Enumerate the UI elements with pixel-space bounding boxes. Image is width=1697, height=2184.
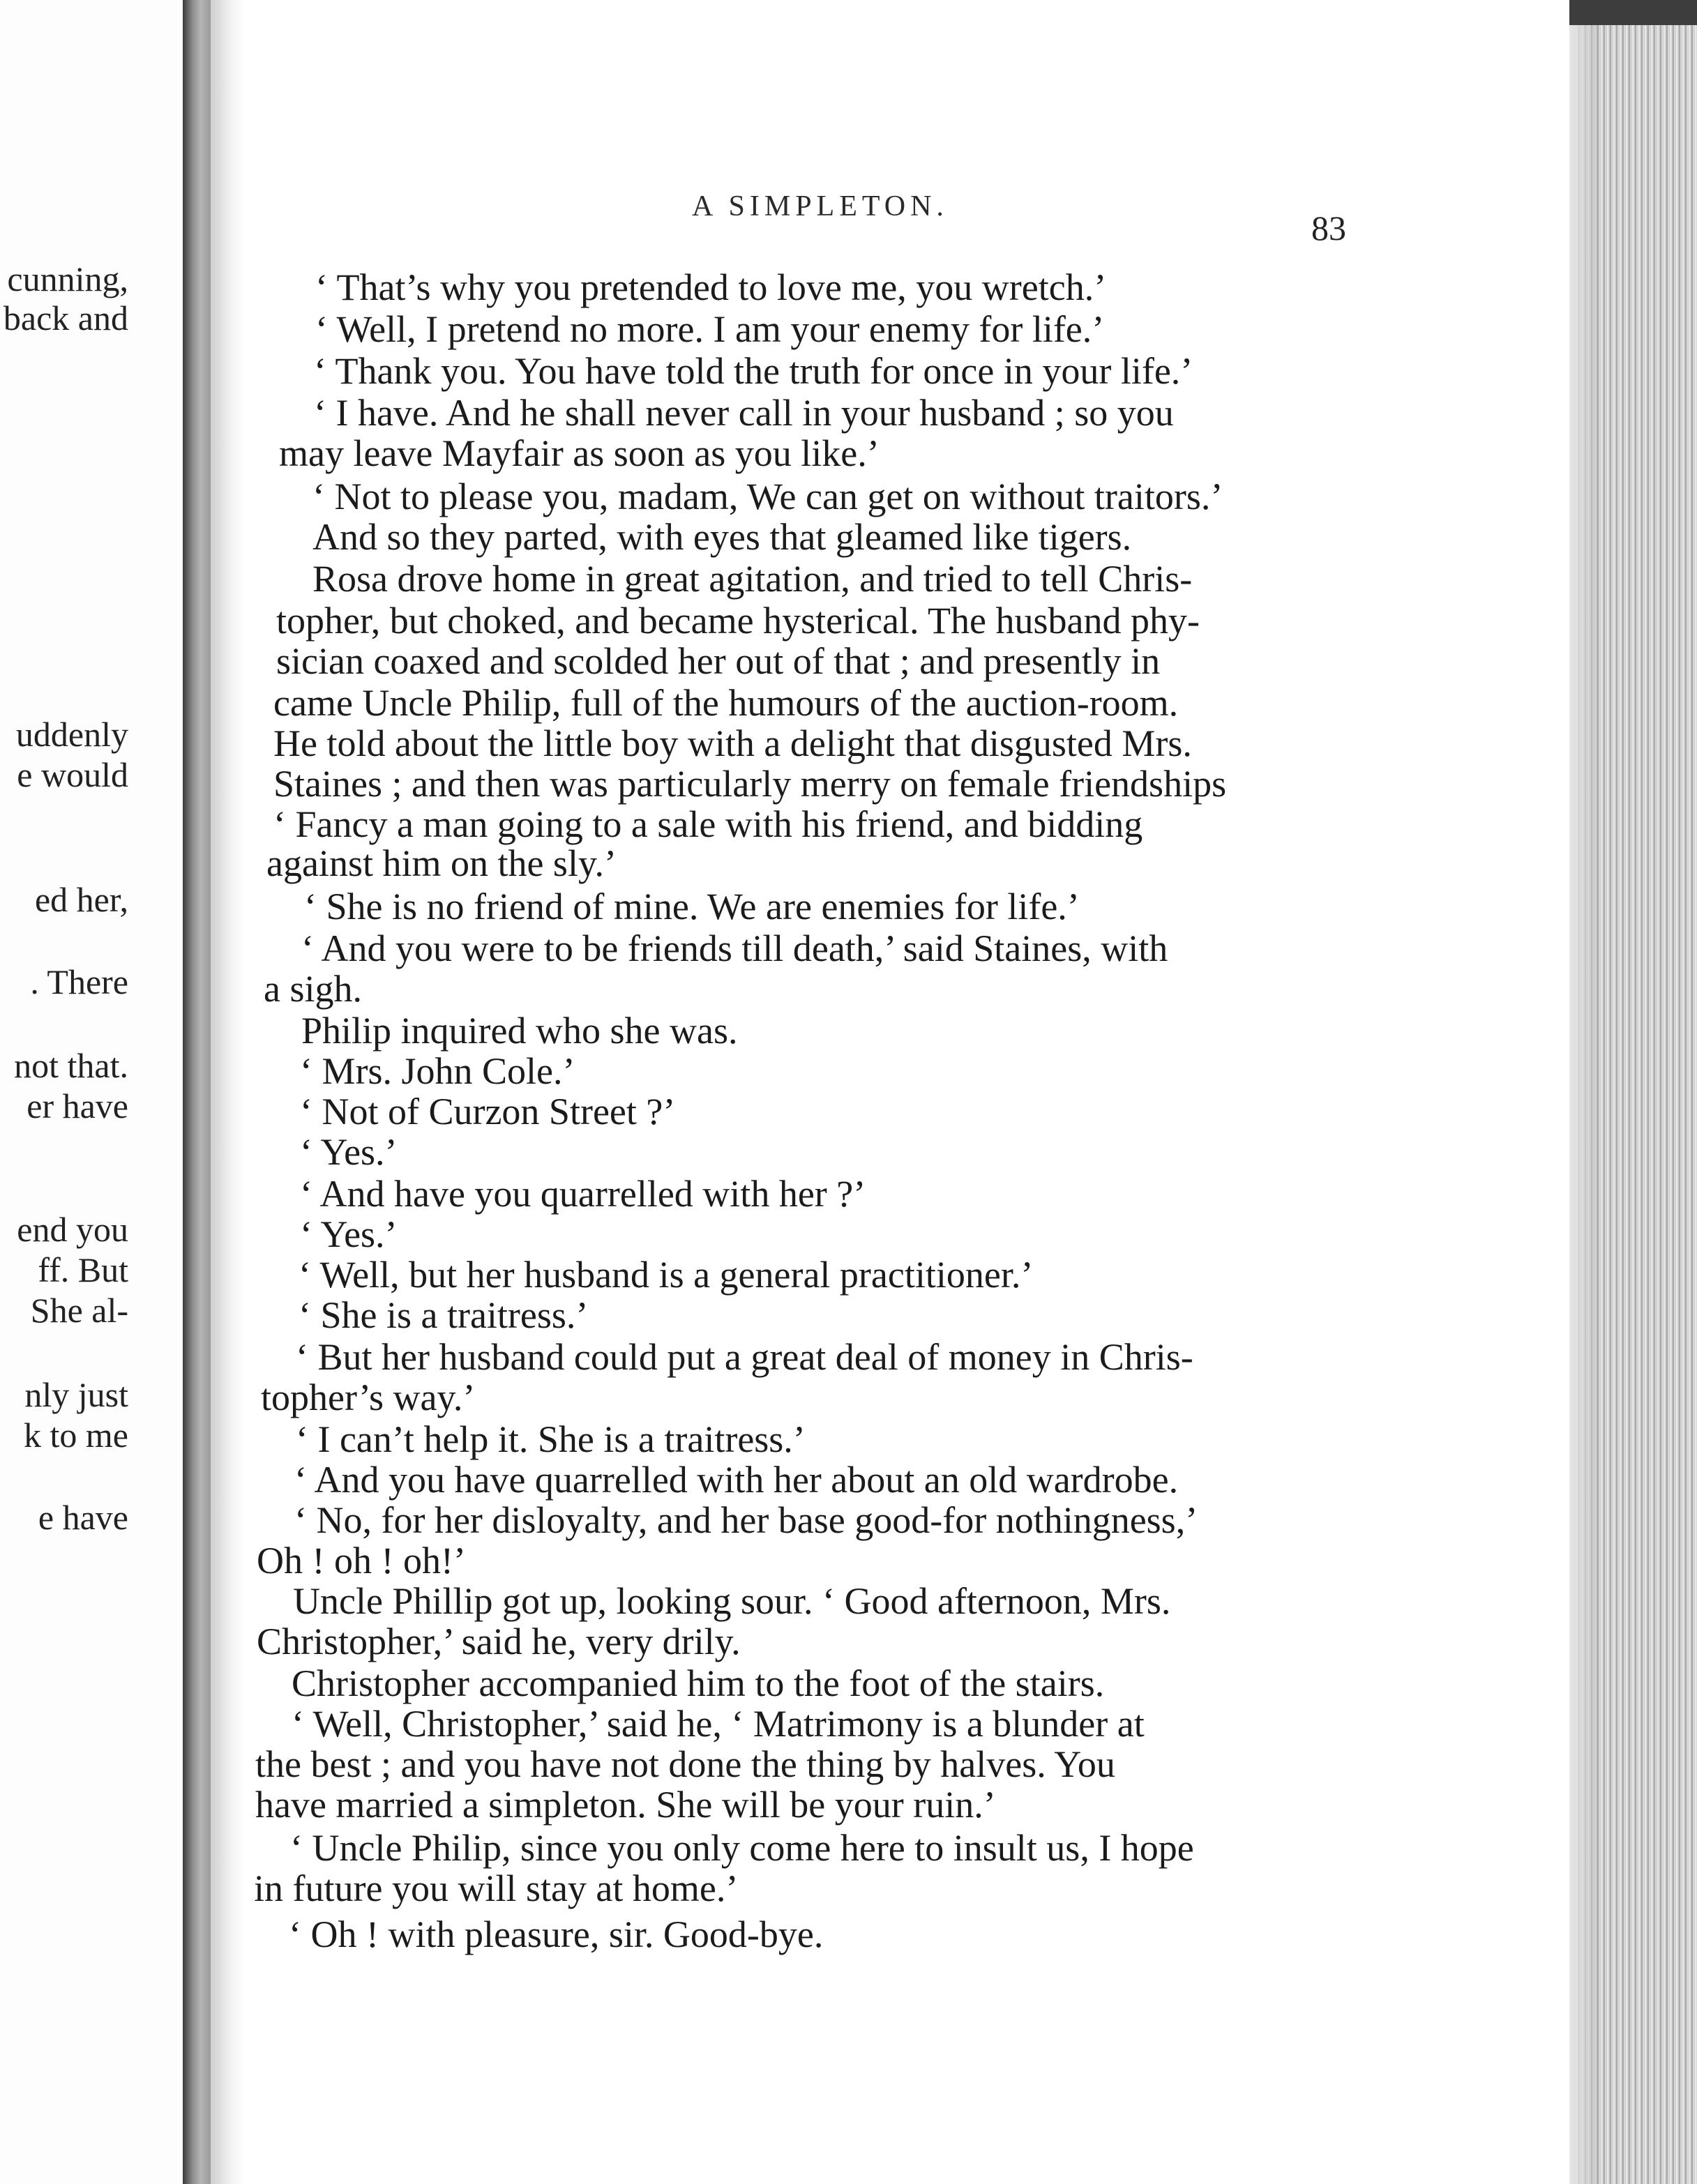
left-page-line: e would <box>17 755 128 794</box>
text-line: ‘ Fancy a man going to a sale with his friend, and bidding <box>273 803 1143 845</box>
text-line: ‘ Well, but her husband is a general practitioner.’ <box>299 1254 1034 1296</box>
left-page-line: ed her, <box>34 880 128 919</box>
text-line: ‘ Not to please you, madam, We can get on without traitors.’ <box>312 476 1223 517</box>
left-page-line: not that. <box>14 1046 128 1085</box>
text-line: topher’s way.’ <box>261 1377 476 1418</box>
text-line: Philip inquired who she was. <box>301 1010 738 1052</box>
text-line: ‘ And you have quarrelled with her about an old wardrobe. <box>294 1459 1179 1501</box>
text-line: ‘ That’s why you pretended to love me, you wretch.’ <box>315 266 1107 308</box>
left-page-line: k to me <box>24 1416 128 1455</box>
left-page-line: e have <box>38 1498 128 1537</box>
text-line: ‘ And you were to be friends till death,’ said Staines, with <box>301 927 1168 969</box>
text-line: against him on the sly.’ <box>266 842 617 884</box>
left-page-line: uddenly <box>15 715 128 754</box>
left-page-line: nly just <box>24 1375 128 1414</box>
left-page-fragment <box>0 0 183 2184</box>
text-line: the best ; and you have not done the thing by halves. You <box>255 1743 1115 1785</box>
left-page-line: end you <box>17 1210 128 1249</box>
text-line: ‘ I have. And he shall never call in your husband ; so you <box>314 392 1174 434</box>
left-page-line: er have <box>27 1086 128 1125</box>
left-page-line: ff. But <box>38 1250 128 1289</box>
text-line: topher, but choked, and became hysterical. The husband phy- <box>276 600 1200 642</box>
text-line: sician coaxed and scolded her out of that ; and presently in <box>276 640 1161 682</box>
left-page-line: cunning, <box>7 259 128 298</box>
text-line: ‘ I can’t help it. She is a traitress.’ <box>296 1418 806 1460</box>
page-number: 83 <box>1311 208 1346 248</box>
left-page-line: . There <box>30 962 128 1001</box>
text-line: ‘ But her husband could put a great deal of money in Chris- <box>296 1336 1193 1378</box>
text-line: ‘ Not of Curzon Street ?’ <box>300 1091 676 1132</box>
text-line: ‘ Mrs. John Cole.’ <box>300 1050 575 1092</box>
text-line: in future you will stay at home.’ <box>254 1867 739 1909</box>
left-page-line: back and <box>3 298 128 338</box>
body-text <box>246 0 1569 2184</box>
text-line: ‘ Yes.’ <box>300 1131 398 1173</box>
left-page-line: She al- <box>30 1291 128 1330</box>
page-edge-shade <box>1569 0 1597 2184</box>
text-line: ‘ And have you quarrelled with her ?’ <box>300 1173 866 1215</box>
text-line: may leave Mayfair as soon as you like.’ <box>279 432 880 474</box>
text-line: Uncle Phillip got up, looking sour. ‘ Good afternoon, Mrs. <box>293 1580 1171 1622</box>
running-head: A SIMPLETON. <box>692 190 949 222</box>
text-line: Rosa drove home in great agitation, and tried to tell Chris- <box>312 558 1193 600</box>
book-spine-shadow <box>183 0 211 2184</box>
text-line: ‘ Oh ! with pleasure, sir. Good-bye. <box>289 1913 824 1955</box>
text-line: came Uncle Philip, full of the humours of the auction-room. <box>273 682 1179 724</box>
right-page <box>246 0 1569 2184</box>
text-line: Christopher,’ said he, very drily. <box>257 1621 741 1662</box>
text-line: ‘ Well, Christopher,’ said he, ‘ Matrimony is a blunder at <box>292 1703 1145 1745</box>
text-line: ‘ No, for her disloyalty, and her base good-for nothingness,’ <box>294 1499 1198 1541</box>
page-edge-top <box>1569 0 1697 25</box>
text-line: And so they parted, with eyes that gleamed like tigers. <box>312 516 1132 558</box>
gutter-fade <box>211 0 246 2184</box>
text-line: ‘ Uncle Philip, since you only come here to insult us, I hope <box>290 1827 1194 1869</box>
text-line: ‘ She is a traitress.’ <box>299 1294 589 1336</box>
text-line: have married a simpleton. She will be your ruin.’ <box>255 1784 996 1826</box>
text-line: He told about the little boy with a delight that disgusted Mrs. <box>273 722 1192 764</box>
text-line: ‘ Thank you. You have told the truth for once in your life.’ <box>314 350 1193 392</box>
text-line: Christopher accompanied him to the foot of the stairs. <box>292 1662 1105 1704</box>
text-line: ‘ Well, I pretend no more. I am your enemy for life.’ <box>315 308 1105 350</box>
text-line: Staines ; and then was particularly merry on female friendships <box>273 763 1227 805</box>
text-line: a sigh. <box>264 968 362 1010</box>
text-line: Oh ! oh ! oh!’ <box>257 1540 466 1582</box>
text-line: ‘ She is no friend of mine. We are enemies for life.’ <box>304 886 1080 927</box>
text-line: ‘ Yes.’ <box>300 1213 398 1255</box>
